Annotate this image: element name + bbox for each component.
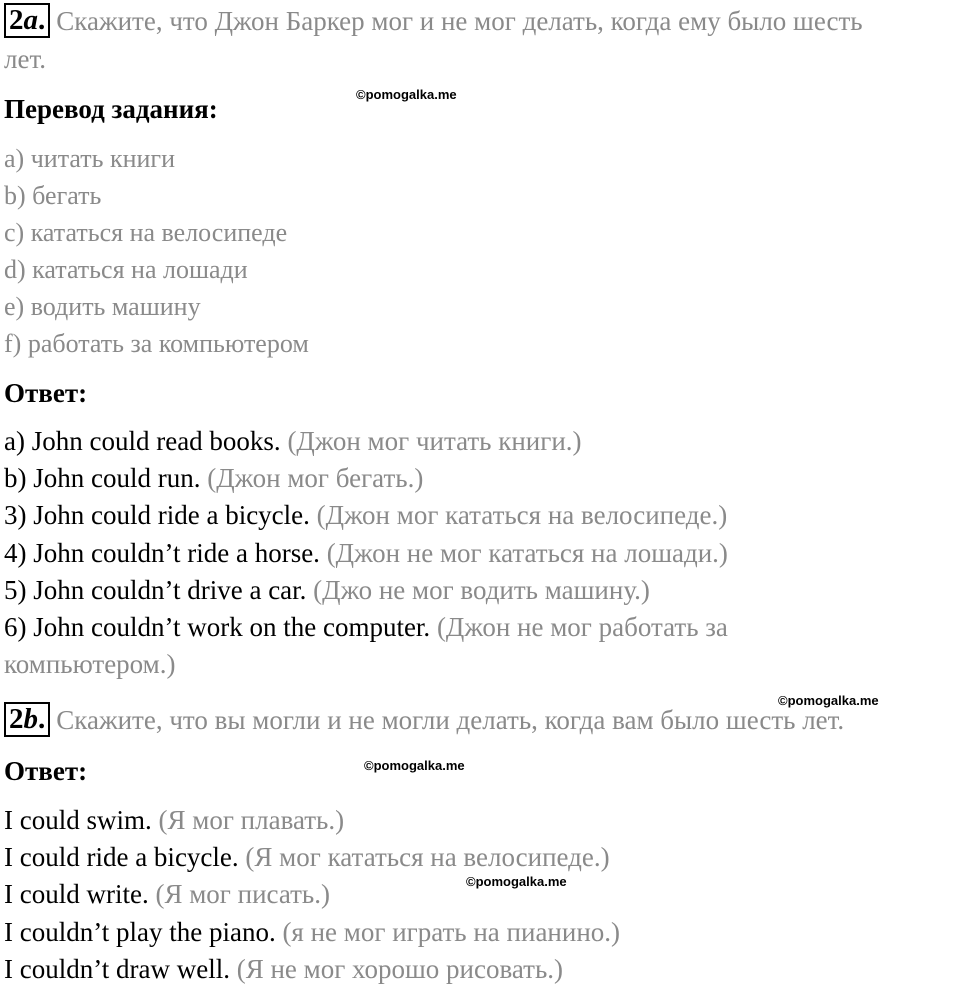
answer-heading-2b: Ответ: <box>4 756 88 786</box>
translation-list <box>4 140 309 362</box>
answer-text: 4) John couldn’t ride a horse. <box>4 537 320 568</box>
answer-text: 3) John could ride a bicycle. <box>4 500 310 531</box>
answer-text: I could ride a bicycle. <box>4 842 239 873</box>
answer-heading-2a: Ответ: <box>4 378 88 408</box>
watermark-1: ©pomogalka.me <box>356 87 457 102</box>
answer-translation: (Джон не мог кататься на лошади.) <box>326 537 728 568</box>
answer-item <box>4 572 944 609</box>
answer-text: 5) John couldn’t drive a car. <box>4 574 307 605</box>
answer-text: I could swim. <box>4 805 152 835</box>
answer-item <box>4 914 944 951</box>
answer-translation: (Я мог писать.) <box>155 879 330 910</box>
answer-translation: (я не мог играть на пианино.) <box>282 916 621 947</box>
answer-item <box>4 951 944 988</box>
translation-item-c: c) кататься на велосипеде <box>4 218 288 247</box>
answer-item <box>4 497 944 534</box>
answer-item <box>4 423 944 460</box>
answer-text: I could write. <box>4 879 149 910</box>
translation-heading: Перевод задания: <box>4 94 218 124</box>
translation-item-e: e) водить машину <box>4 292 201 321</box>
task-2a-text-line1: Скажите, что Джон Баркер мог и не мог делать, когда ему было шесть <box>56 6 863 36</box>
task-2b-text: Скажите, что вы могли и не могли делать, когда вам было шесть лет. <box>56 705 845 735</box>
answer-translation: (Я мог кататься на велосипеде.) <box>245 842 610 873</box>
watermark-3: ©pomogalka.me <box>364 758 465 773</box>
watermark-4: ©pomogalka.me <box>466 874 567 889</box>
task-2a-number-box: 2a. <box>4 3 50 38</box>
task-2a-prompt <box>4 3 954 40</box>
task-2b-number-box: 2b. <box>4 702 50 737</box>
answer-text: I couldn’t play the piano. <box>4 916 276 947</box>
translation-item-b: b) бегать <box>4 181 102 210</box>
answer-item <box>4 609 824 683</box>
answer-translation: (Я не мог хорошо рисовать.) <box>236 953 564 984</box>
answer-list-2b <box>4 802 944 988</box>
answer-item <box>4 839 944 876</box>
answer-item <box>4 802 944 839</box>
task-2a-text-line2: лет. <box>4 44 46 74</box>
translation-item-a: a) читать книги <box>4 144 175 173</box>
answer-translation: (Джон мог читать книги.) <box>287 426 582 456</box>
task-2b-prompt <box>4 702 954 739</box>
answer-translation: (Джон не мог работать за компьютером.) <box>4 612 728 680</box>
answer-item <box>4 460 944 497</box>
answer-translation: (Я мог плавать.) <box>158 805 345 835</box>
answer-translation: (Джон мог бегать.) <box>207 463 424 494</box>
answer-text: 6) John couldn’t work on the computer. <box>4 612 431 643</box>
translation-item-d: d) кататься на лошади <box>4 255 248 284</box>
answer-translation: (Джон мог кататься на велосипеде.) <box>316 500 728 531</box>
answer-text: b) John could run. <box>4 463 201 494</box>
answer-translation: (Джо не мог водить машину.) <box>313 574 650 605</box>
answer-text: I couldn’t draw well. <box>4 953 230 984</box>
answer-text: a) John could read books. <box>4 426 281 456</box>
answer-list-2a <box>4 423 944 683</box>
watermark-2: ©pomogalka.me <box>778 693 879 708</box>
answer-item <box>4 535 944 572</box>
translation-item-f: f) работать за компьютером <box>4 329 309 358</box>
